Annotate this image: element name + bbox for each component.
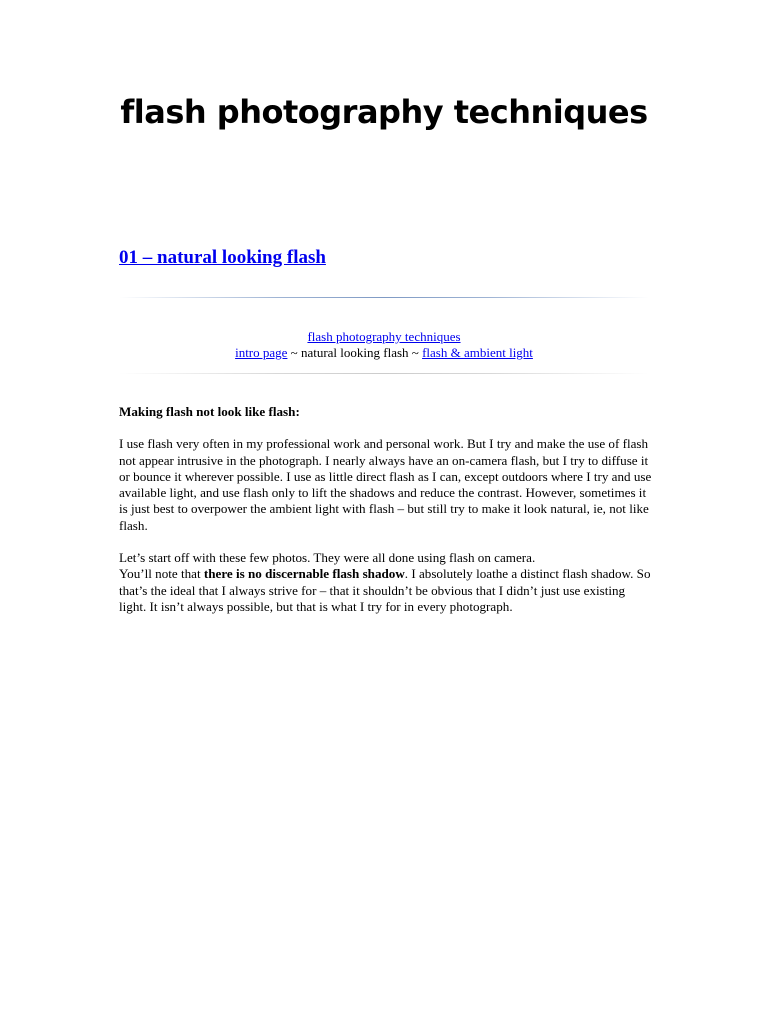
paragraph-2-pre: You’ll note that bbox=[119, 566, 204, 582]
horizontal-rule-top bbox=[119, 297, 649, 298]
paragraph-2-line-1: Let’s start off with these few photos. They were all done using flash on camera. bbox=[119, 550, 536, 566]
nav-line bbox=[235, 345, 533, 360]
flash-ambient-light-link[interactable]: flash & ambient light bbox=[422, 345, 533, 360]
paragraph-2-bold: there is no discernable flash shadow bbox=[203, 566, 405, 582]
section-heading-link[interactable]: 01 – natural looking flash bbox=[119, 247, 326, 268]
article-subhead: Making flash not look like flash: bbox=[119, 404, 300, 419]
intro-page-link[interactable]: intro page bbox=[235, 345, 288, 360]
horizontal-rule-bottom bbox=[119, 373, 649, 374]
document-title: flash photography techniques bbox=[120, 93, 648, 131]
nav-title-link[interactable]: flash photography techniques bbox=[307, 329, 461, 344]
nav-current-label: ~ natural looking flash ~ bbox=[287, 345, 423, 360]
article-body bbox=[119, 404, 654, 631]
nav-block bbox=[119, 329, 649, 361]
paragraph-1: I use flash very often in my professional work and personal work. But I try and make the use of flash not appear intrusive in the photograph. I nearly always have an on-camera flash, but I try to diffuse it or bounce it wherever possible. I use as little direct flash as I can, except outdoors where I try and use available light, and use flash only to lift the shadows and reduce the contrast. However, sometimes it is just best to overpower the ambient light with flash – but still try to make it look natural, ie, not like flash. bbox=[119, 436, 652, 533]
paragraph-2-post: . I absolutely loathe a distinct flash shadow. So that’s the ideal that I always strive for – that it shouldn’t be obvious that I didn’t just use existing light. It isn’t always possible, but that is what I try for in every photograph. bbox=[119, 566, 651, 614]
paragraph-2 bbox=[119, 550, 654, 615]
